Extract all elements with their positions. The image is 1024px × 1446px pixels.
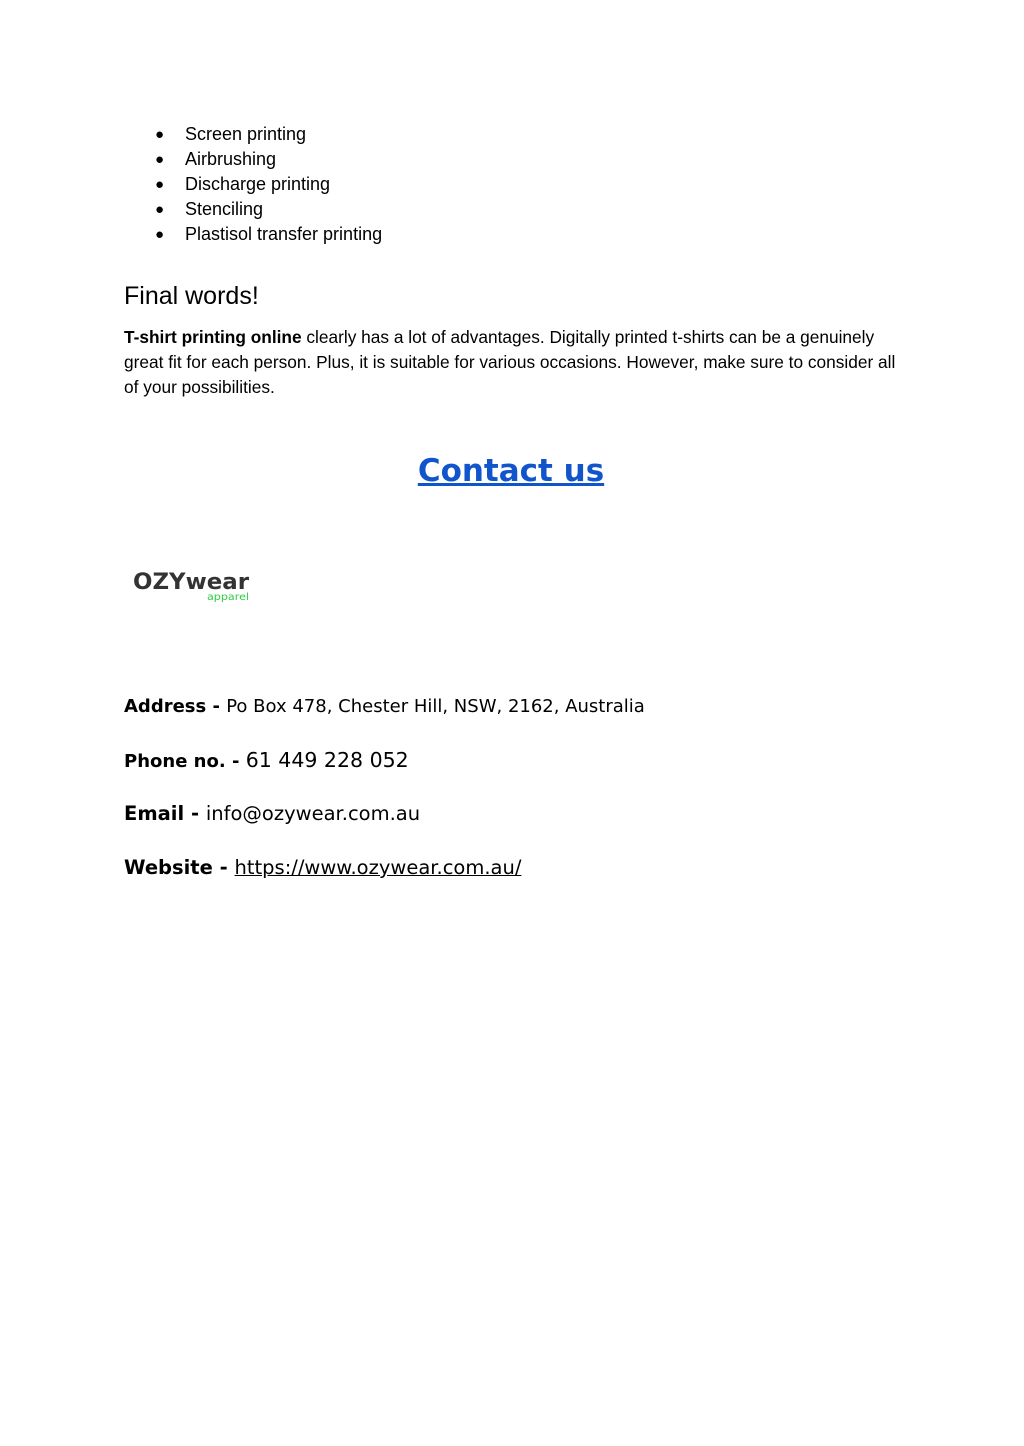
paragraph-body: clearly has a lot of advantages. Digitally printed t-shirts can be a genuinely great fit for each person. Plus, it is suitable for various occasions. However, make sure to consider all of your possibilities. <box>124 327 896 397</box>
bullet-list <box>124 122 382 247</box>
address-line <box>124 694 645 720</box>
bullet-icon: ● <box>155 201 165 218</box>
website-label: Website - <box>124 856 235 879</box>
list-item <box>124 172 382 197</box>
contact-link[interactable]: Contact us <box>417 453 605 489</box>
list-item-label: Airbrushing <box>185 149 277 169</box>
list-item-label: Plastisol transfer printing <box>185 224 383 244</box>
website-link[interactable]: https://www.ozywear.com.au/ <box>234 856 522 879</box>
phone-value: 61 449 228 052 <box>245 748 409 772</box>
phone-line <box>124 746 409 776</box>
bold-lead: T-shirt printing online <box>124 327 302 347</box>
ozywear-logo <box>133 567 253 603</box>
email-label: Email - <box>124 802 206 825</box>
list-item <box>124 147 382 172</box>
logo-brand: OZYwear <box>133 570 250 595</box>
logo-tagline: apparel <box>207 592 249 603</box>
bullet-icon: ● <box>155 176 165 193</box>
list-item-label: Stenciling <box>185 199 264 219</box>
list-item-label: Discharge printing <box>185 174 331 194</box>
list-item <box>124 197 382 222</box>
bullet-icon: ● <box>155 226 165 243</box>
final-paragraph <box>124 325 904 400</box>
list-item <box>124 122 382 147</box>
email-line <box>124 800 420 828</box>
list-item-label: Screen printing <box>185 124 307 144</box>
list-item <box>124 222 382 247</box>
website-line <box>124 854 521 882</box>
bullet-icon: ● <box>155 151 165 168</box>
phone-label: Phone no. - <box>124 751 246 772</box>
section-heading: Final words! <box>124 282 259 310</box>
address-label: Address - <box>124 696 227 717</box>
email-value: info@ozywear.com.au <box>205 802 421 825</box>
contact-heading <box>0 448 1022 494</box>
address-value: Po Box 478, Chester Hill, NSW, 2162, Australia <box>226 696 645 717</box>
bullet-icon: ● <box>155 126 165 143</box>
